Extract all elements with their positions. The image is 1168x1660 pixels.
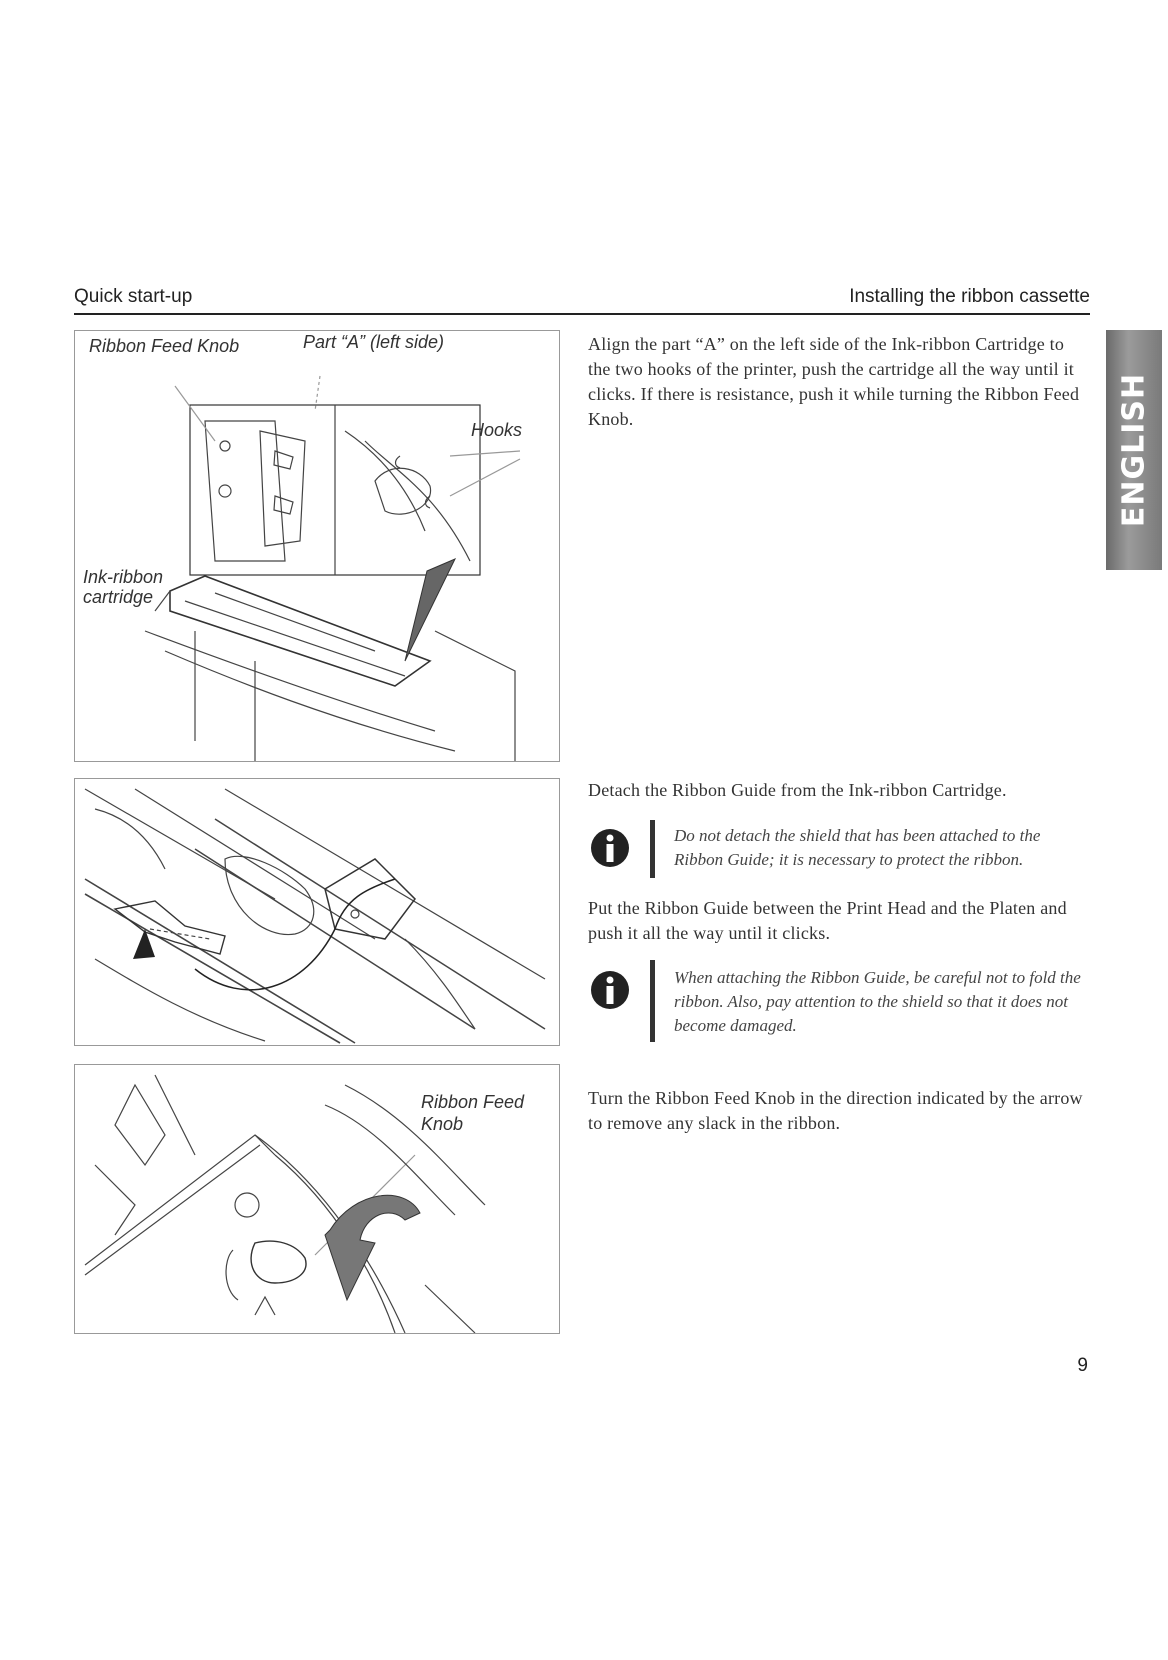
step-insert-guide: Put the Ribbon Guide between the Print Head and the Platen and push it all the way until it clicks. [588,898,1067,943]
label-ribbon-feed: Ribbon Feed [421,1092,525,1112]
figure-feed-knob [74,1064,560,1334]
step-turn-knob: Turn the Ribbon Feed Knob in the direction indicated by the arrow to remove any slack in the ribbon. [588,1088,1083,1133]
note-bar [650,820,655,878]
language-tab [1106,330,1162,570]
header-rule [74,313,1090,315]
info-icon [590,970,630,1010]
note-shield: Do not detach the shield that has been attached to the Ribbon Guide; it is necessary to protect the ribbon. [674,826,1041,869]
cartridge-install-illustration [75,331,559,761]
label-part-a: Part “A” (left side) [303,332,445,352]
label-knob: Knob [421,1114,464,1134]
step-align-cartridge: Align the part “A” on the left side of the Ink-ribbon Cartridge to the two hooks of the printer, push the cartridge all the way until it clicks. If there is resistance, push it while turning the Ribbon Feed Knob. [588,334,1080,429]
info-icon [590,828,630,868]
figure-ribbon-guide [74,778,560,1046]
figure-cartridge-install [74,330,560,762]
note-fold: When attaching the Ribbon Guide, be careful not to fold the ribbon. Also, pay attention to the shield so that it does not become damaged. [674,968,1081,1035]
page-title: Installing the ribbon cassette [849,286,1090,307]
page-number: 9 [1077,1355,1088,1376]
section-title: Quick start-up [74,286,193,307]
label-ribbon-feed-knob: Ribbon Feed Knob [89,336,240,356]
language-tab-label: ENGLISH [1116,372,1152,528]
note-bar [650,960,655,1042]
label-ink-ribbon: Ink-ribbon [83,567,164,587]
label-hooks: Hooks [471,420,523,440]
label-cartridge: cartridge [83,587,154,607]
ribbon-guide-illustration [75,779,559,1045]
step-detach-guide: Detach the Ribbon Guide from the Ink-ribbon Cartridge. [588,780,1007,800]
